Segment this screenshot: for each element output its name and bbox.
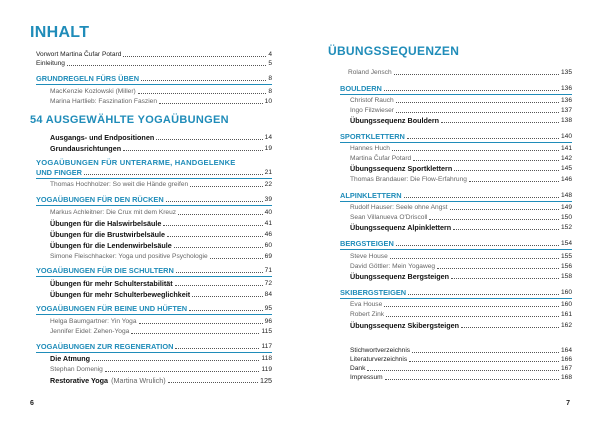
- toc-entry: Robert Zink 161: [350, 311, 572, 318]
- toc-entry: Eva House 160: [350, 301, 572, 308]
- section-bouldern: BOULDERN 136: [340, 84, 572, 93]
- toc-entry: Impressum 168: [350, 374, 572, 381]
- toc-entry: Helga Baumgartner: Yin Yoga 96: [50, 318, 272, 325]
- toc-entry: Marina Hartlieb: Faszination Faszien 10: [50, 98, 272, 105]
- big-section-title: 54 AUSGEWÄHLTE YOGAÜBUNGEN: [30, 114, 229, 126]
- section-divider: [36, 84, 272, 85]
- toc-entry: Literaturverzeichnis 166: [350, 356, 572, 363]
- toc-entry: Martina Čufar Potard 142: [350, 155, 572, 162]
- toc-entry: Rudolf Hauser: Seele ohne Angst 149: [350, 204, 572, 211]
- section-unterarme-title: YOGAÜBUNGEN FÜR UNTERARME, HANDGELENKE: [36, 158, 236, 167]
- section-schultern: YOGAÜBUNGEN FÜR DIE SCHULTERN 71: [36, 266, 272, 275]
- toc-entry: Christof Rauch 136: [350, 97, 572, 104]
- toc-entry: Sean Villanueva O'Driscoll 150: [350, 214, 572, 221]
- toc-entry: Die Atmung 118: [50, 354, 272, 363]
- section-grundregeln: GRUNDREGELN FÜRS ÜBEN 8: [36, 74, 272, 83]
- toc-entry: Übungssequenz Bergsteigen 158: [350, 272, 572, 281]
- toc-entry: Übungen für mehr Schulterstabilität 72: [50, 279, 272, 288]
- section-alpinklettern: ALPINKLETTERN 148: [340, 191, 572, 200]
- section-ruecken: YOGAÜBUNGEN FÜR DEN RÜCKEN 39: [36, 195, 272, 204]
- section-divider: [36, 314, 272, 315]
- toc-entry: Übungssequenz Alpinklettern 152: [350, 223, 572, 232]
- toc-entry: Markus Achleitner: Die Crux mit dem Kreuz 40: [50, 209, 272, 216]
- toc-entry: Restorative Yoga (Martina Wrulich) 125: [50, 376, 272, 385]
- toc-entry: Grundausrichtungen 19: [50, 144, 272, 153]
- toc-title: INHALT: [30, 24, 90, 41]
- toc-entry: Dank 167: [350, 365, 572, 372]
- toc-entry: Übungssequenz Sportklettern 145: [350, 164, 572, 173]
- toc-entry: Stichwortverzeichnis 164: [350, 347, 572, 354]
- sequences-title: ÜBUNGSSEQUENZEN: [328, 44, 460, 58]
- section-beine: YOGAÜBUNGEN FÜR BEINE UND HÜFTEN 95: [36, 304, 272, 313]
- toc-entry: Übungssequenz Skibergsteigen 162: [350, 321, 572, 330]
- toc-entry: Thomas Brandauer: Die Flow-Erfahrung 146: [350, 176, 572, 183]
- section-unterarme: UND FINGER 21: [36, 168, 272, 177]
- section-divider: [36, 276, 272, 277]
- toc-entry: Thomas Hochholzer: So weit die Hände greifen 22: [50, 181, 272, 188]
- toc-entry-vorwort: Vorwort Martina Čufar Potard 4: [36, 51, 272, 58]
- toc-entry: Hannes Huch 141: [350, 145, 572, 152]
- toc-entry: David Göttler: Mein Yogaweg 156: [350, 263, 572, 270]
- toc-entry: Jennifer Eidel: Zehen-Yoga 115: [50, 328, 272, 335]
- toc-entry: Übungen für die Halswirbelsäule 41: [50, 219, 272, 228]
- section-regeneration: YOGAÜBUNGEN ZUR REGENERATION 117: [36, 342, 272, 351]
- section-sportklettern: SPORTKLETTERN 140: [340, 132, 572, 141]
- toc-entry-einleitung: Einleitung 5: [36, 60, 272, 67]
- toc-entry: Übungssequenz Bouldern 138: [350, 116, 572, 125]
- toc-entry: Stephan Domenig 119: [50, 366, 272, 373]
- toc-entry: MacKenzie Kozlowski (Miller) 8: [50, 88, 272, 95]
- section-bergsteigen: BERGSTEIGEN 154: [340, 239, 572, 248]
- toc-entry: Übungen für mehr Schulterbeweglichkeit 84: [50, 290, 272, 299]
- section-divider: [36, 205, 272, 206]
- section-divider: [340, 249, 572, 250]
- toc-entry: Ingo Filzwieser 137: [350, 107, 572, 114]
- toc-entry: Roland Jensch 135: [348, 69, 572, 76]
- toc-entry: Übungen für die Brustwirbelsäule 46: [50, 230, 272, 239]
- toc-entry: Simone Fleischhacker: Yoga und positive Psychologie 69: [50, 253, 272, 260]
- toc-entry: Übungen für die Lendenwirbelsäule 60: [50, 241, 272, 250]
- page-number: 6: [30, 400, 34, 407]
- page-number: 7: [566, 400, 570, 407]
- toc-entry: Ausgangs- und Endpositionen 14: [50, 133, 272, 142]
- right-page: [300, 0, 600, 421]
- section-skibergsteigen: SKIBERGSTEIGEN 160: [340, 288, 572, 297]
- toc-entry: Steve House 155: [350, 253, 572, 260]
